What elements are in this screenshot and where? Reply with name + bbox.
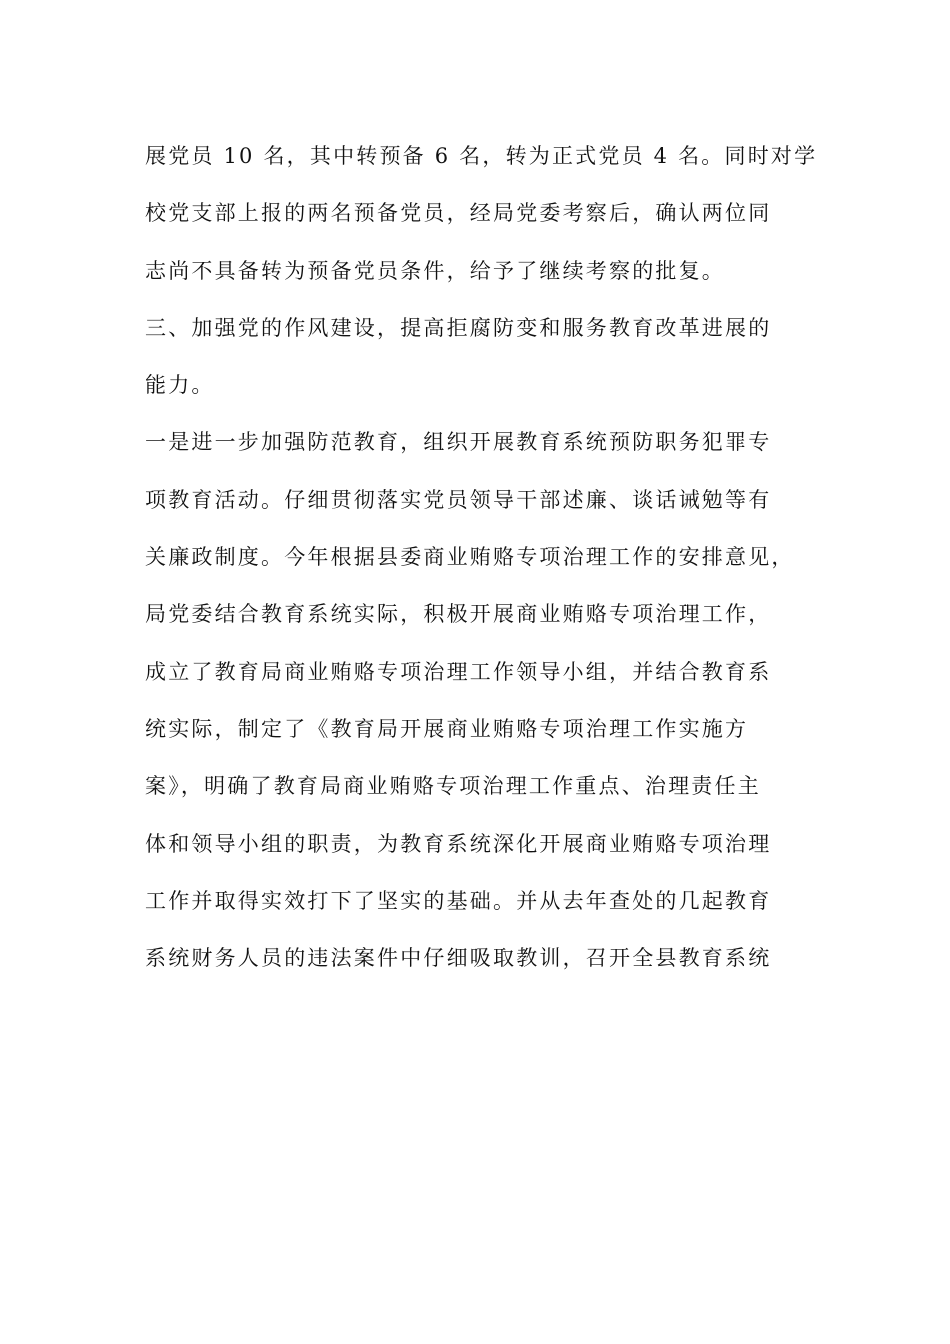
document-body	[145, 128, 820, 987]
text-line: 统实际，制定了《教育局开展商业贿赂专项治理工作实施方	[145, 716, 749, 741]
section-heading-continued: 能力。	[145, 373, 215, 398]
text-line: 系统财务人员的违法案件中仔细吸取教训，召开全县教育系统	[145, 946, 772, 971]
text-line: 工作并取得实效打下了坚实的基础。并从去年查处的几起教育	[145, 888, 772, 913]
text-line: 一是进一步加强防范教育，组织开展教育系统预防职务犯罪专	[145, 430, 772, 455]
text-line: 项教育活动。仔细贯彻落实党员领导干部述廉、谈话诫勉等有	[145, 487, 772, 512]
text-line: 局党委结合教育系统实际，积极开展商业贿赂专项治理工作，	[145, 602, 772, 627]
text-line: 体和领导小组的职责，为教育系统深化开展商业贿赂专项治理	[145, 831, 772, 856]
section-heading: 三、加强党的作风建设，提高拒腐防变和服务教育改革进展的	[145, 315, 772, 340]
text-line: 案》，明确了教育局商业贿赂专项治理工作重点、治理责任主	[145, 774, 761, 799]
text-line: 成立了教育局商业贿赂专项治理工作领导小组，并结合教育系	[145, 659, 772, 684]
text-line: 关廉政制度。今年根据县委商业贿赂专项治理工作的安排意见，	[145, 545, 795, 570]
text-line: 校党支部上报的两名预备党员，经局党委考察后，确认两位同	[145, 201, 772, 226]
text-line: 志尚不具备转为预备党员条件，给予了继续考察的批复。	[145, 258, 725, 283]
text-line: 展党员 10 名，其中转预备 6 名，转为正式党员 4 名。同时对学	[145, 144, 818, 168]
